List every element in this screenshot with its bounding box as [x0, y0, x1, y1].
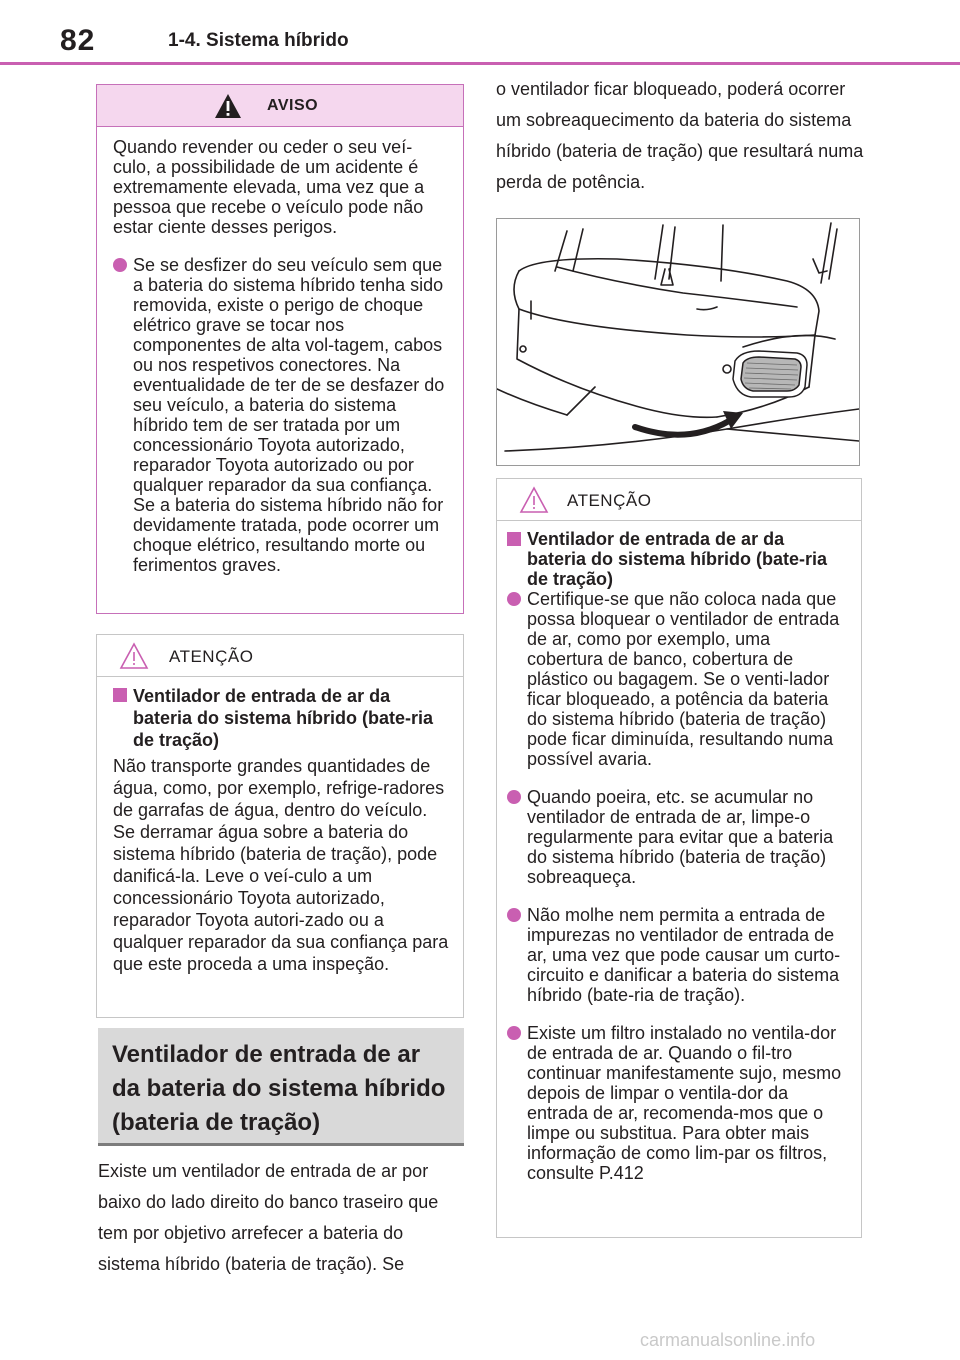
body-text-right: o ventilador ficar bloqueado, poderá ocorrer um sobreaquecimento da bateria do sistema híbrido (bateria de tração) que resultará numa perda de potência.: [496, 79, 864, 192]
list-item-text: Quando poeira, etc. se acumular no ventilador de entrada de ar, limpe-o regularmente para evitar que a bateria do sistema híbrido (bateria de tração) sobreaqueça.: [527, 787, 834, 887]
warning-icon: [213, 92, 243, 120]
caution-item-title: Ventilador de entrada de ar da bateria do sistema híbrido (bate-ria de tração): [133, 686, 434, 750]
list-item-text: Se se desfizer do seu veículo sem que a bateria do sistema híbrido tenha sido removida, existe o perigo de choque elétrico grave se tocar nos componentes de alta vol-tagem, cabos ou nos respetivos conectores. Na eventualidade de ter de se desfazer do seu veículo, a bateria do sistema híbrido tem de ser tratada por um concessionário Toyota autorizado, reparador Toyota autorizado ou por qualquer reparador da sua confiança. Se a bateria do sistema híbrido não for devidamente tratada, pode ocorrer um choque elétrico, resultando morte ou ferimentos graves.: [133, 255, 445, 575]
bullet-square-icon: [113, 688, 127, 702]
list-item: [507, 589, 847, 769]
section-title: 1-4. Sistema híbrido: [168, 30, 349, 51]
bullet-dot-icon: [507, 1026, 521, 1040]
page-number: 82: [60, 24, 96, 57]
caution-icon: [519, 486, 549, 514]
page-header: [0, 0, 960, 66]
bullet-dot-icon: [113, 258, 127, 272]
list-item: [507, 905, 847, 1005]
list-item-text: Certifique-se que não coloca nada que possa bloquear o ventilador de entrada de ar, como por exemplo, uma cobertura de banco, cobertura de plástico ou bagagem. Se o venti-lador ficar bloqueado, a potência da bateria do sistema híbrido (bateria de tração) pode ficar diminuída, resultando numa possível avaria.: [527, 589, 840, 769]
warning-intro: Quando revender ou ceder o seu veí-culo, a possibilidade de um acidente é extremamente elevada, uma vez que a pessoa que recebe o veículo pode não estar ciente desses perigos.: [113, 137, 425, 237]
list-item-text: Não molhe nem permita a entrada de impurezas no ventilador de entrada de ar, uma vez que pode causar um curto-circuito e danificar a bateria do sistema híbrido (bate-ria de tração).: [527, 905, 841, 1005]
caution-icon: [119, 642, 149, 670]
list-item-text: Existe um filtro instalado no ventila-dor de entrada de ar. Quando o fil-tro continuar manifestamente sujo, mesmo depois de limpar o ventila-dor da entrada de ar, recomenda-mos que o limpe ou substitua. Para obter mais informação de como lim-par os filtros, consulte P.412: [527, 1023, 842, 1183]
caution-item-title: Ventilador de entrada de ar da bateria do sistema híbrido (bate-ria de tração): [527, 529, 828, 589]
site-watermark: carmanualsonline.info: [640, 1330, 816, 1350]
caution-item-heading: [113, 685, 449, 751]
caution-box-header: [497, 479, 861, 521]
caution-box-body: [97, 677, 463, 985]
list-item: [507, 1023, 847, 1183]
warning-box-title: AVISO: [267, 97, 319, 114]
bullet-dot-icon: [507, 592, 521, 606]
caution-box-header: [97, 635, 463, 677]
caution-item-heading: [507, 529, 847, 589]
caution-box-right: [496, 478, 862, 1238]
caution-box-left: [96, 634, 464, 1018]
warning-box: [96, 84, 464, 614]
caution-box-title: ATENÇÃO: [169, 647, 254, 666]
caution-box-body: [497, 521, 861, 1197]
bullet-dot-icon: [507, 790, 521, 804]
header-divider: [0, 62, 960, 65]
warning-box-body: [97, 127, 463, 589]
warning-box-header: [97, 85, 463, 127]
list-item: [507, 787, 847, 887]
bullet-square-icon: [507, 532, 521, 546]
caution-item-text: Não transporte grandes quantidades de água, como, por exemplo, refrige-radores de garrafas de água, dentro do veículo. Se derramar água sobre a bateria do sistema híbrido (bateria de tração), pode danificá-la. Leve o veí-culo a um concessionário Toyota autorizado, reparador Toyota autori-zado ou a qualquer reparador da sua confiança para que este proceda a uma inspeção.: [113, 756, 449, 974]
subsection-title: Ventilador de entrada de ar da bateria do sistema híbrido (bateria de tração): [112, 1041, 446, 1136]
rear-seat-air-intake-illustration: [496, 218, 860, 466]
seat-illustration-icon: [497, 219, 860, 466]
air-intake-grille: [733, 351, 807, 397]
list-item: [113, 255, 449, 575]
caution-box-title: ATENÇÃO: [567, 491, 652, 510]
bullet-dot-icon: [507, 908, 521, 922]
subsection-heading: [98, 1028, 464, 1146]
pointer-arrow-icon: [635, 411, 743, 435]
body-text-left: Existe um ventilador de entrada de ar por baixo do lado direito do banco traseiro que tem por objetivo arrefecer a bateria do sistema híbrido (bateria de tração). Se: [98, 1161, 439, 1274]
